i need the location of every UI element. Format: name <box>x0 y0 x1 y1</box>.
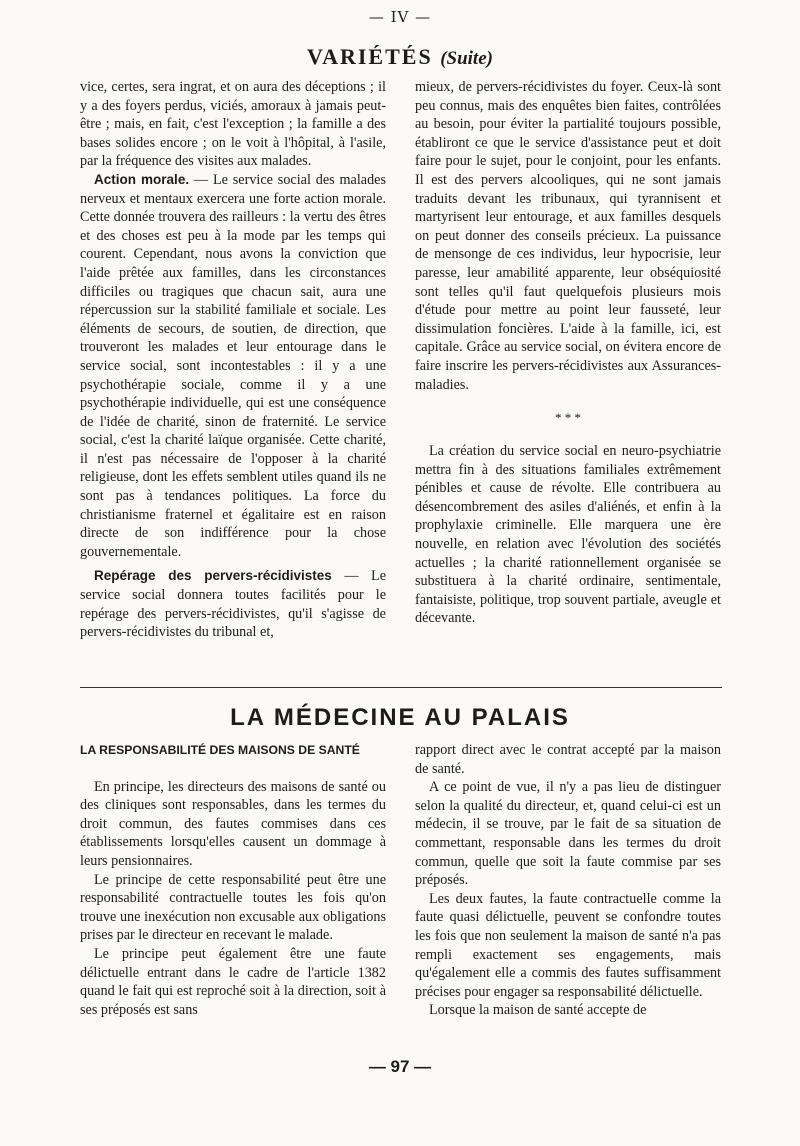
medecine-right-column <box>415 741 721 1020</box>
roman-page-number: — IV — <box>368 8 432 26</box>
section-title-text: VARIÉTÉS <box>307 44 433 69</box>
article-title: LA MÉDECINE AU PALAIS <box>230 704 570 731</box>
paragraph: En principe, les directeurs des maisons de santé ou des cliniques sont responsables, dans les termes du droit commun, des fautes commises dans ces établissements lorsqu'elles causent un dommage à leurs pensionnaires. <box>80 778 386 869</box>
paragraph: vice, certes, sera ingrat, et on aura des déceptions ; il y a des foyers perdus, viciés, amoraux à jamais peut-être ; mais, en fait, c'est l'exception ; la famille a des bases solides encore ; on le voit à l'hôpital, à l'asile, par la fréquence des visites aux malades. <box>80 79 386 170</box>
section-title-suite: (Suite) <box>440 48 493 69</box>
paragraph: mieux, de pervers-récidivistes du foyer. Ceux-là sont peu connus, mais des enquêtes bien faites, contrôlées au besoin, pour éviter la partialité toujours possible, établiront ce que le service d'assistance peut et doit faire pour le sujet, pour le conjoint, pour les enfants. Il est des pervers alcooliques, qui ne sont jamais traduits devant les tribunaux, qui tyrannisent et martyrisent leur entourage, et aux familles desquels on peut donner des conseils précieux. La puissance de mensonge de ces individus, leur hypocrisie, leur paresse, leur amabilité apparente, leur obséquiosité sont telles qu'il faut quelquefois plusieurs mois d'étude pour mettre au point leur fausseté, leur dissimulation foncières. L'aide à la famille, ici, est capitale. Grâce au service social, on évitera encore de faire inscrire les pervers-récidivistes aux Assurances-maladies. <box>415 79 721 393</box>
paragraph: A ce point de vue, il n'y a pas lieu de distinguer selon la qualité du directeur, et, quand celui-ci est un médecin, il se trouve, par le fait de sa situation de commettant, responsable dans les termes du droit commun, quelle que soit la faute commise par ses préposés. <box>415 779 721 889</box>
run-in-heading: Repérage des pervers-récidivistes <box>94 568 332 584</box>
paragraph: Le principe peut également être une faute délictuelle entrant dans le cadre de l'article 1382 quand le fait qui est reproché soit à la direction, soit à ses préposés est sans <box>80 945 386 1018</box>
article-subheading: LA RESPONSABILITÉ DES MAISONS DE SANTÉ <box>80 743 360 757</box>
varietes-right-column <box>415 78 721 628</box>
paragraph-reperage <box>80 567 386 641</box>
asterism-divider: * * * <box>555 410 581 426</box>
section-title <box>0 44 800 70</box>
section-divider <box>80 687 722 688</box>
varietes-left-column <box>80 78 386 642</box>
paragraph-text: — Le service social des malades nerveux et mentaux exercera une forte action morale. Cette donnée trouvera des railleurs : la vertu des êtres et des choses est peu à la mode par les temps qui courent. Cependant, nous avons la conviction que l'aide prêtée aux familles, dans les circonstances difficiles ou tragiques que chacun sait, aura une répercussion sur la stabilité familiale et sociale. Les éléments de secours, de soutien, de direction, que trouveront les malades et leur entourage dans le service social, sont incontestables : il y a une psychothérapie sociale, comme il y a une psychothérapie individuelle, qui est une conséquence de l'idée de charité, sinon de fraternité. Le service social, c'est la charité laïque organisée. Cette charité, il n'est pas nécessaire de l'opposer à la charité religieuse, dont les effets semblent utiles quand ils ne sont pas à tendances politiques. La force du christianisme fraternel et égalitaire est en raison directe de son indifférence pour la chose gouvernementale. <box>80 171 386 560</box>
paragraph: rapport direct avec le contrat accepté par la maison de santé. <box>415 742 721 777</box>
medecine-left-column <box>80 741 386 1019</box>
paragraph: Le principe de cette responsabilité peut être une responsabilité contractuelle toutes les fois qu'on trouve une inexécution non excusable aux obligations prises par le directeur en recevant le malade. <box>80 871 386 944</box>
run-in-heading: Action morale. <box>94 171 190 187</box>
paragraph-text: — Le service social donnera toutes facilités pour le repérage des pervers-récidivistes, qu'il s'agisse de pervers-récidivistes du tribunal et, <box>80 568 386 641</box>
paragraph: La création du service social en neuro-psychiatrie mettra fin à des situations familiales extrêmement pénibles et cause de révolte. Elle contribuera au désencombrement des asiles d'aliénés, et enfin à la prophylaxie criminelle. Elle marquera une ère nouvelle, en relation avec l'évolution des sociétés actuelles ; la charité rationnellement organisée se substituera à la charité ordinaire, sentimentale, fantaisiste, politique, trop souvent partiale, aveugle et décevante. <box>415 443 721 627</box>
paragraph-action-morale <box>80 171 386 561</box>
paragraph: Lorsque la maison de santé accepte de <box>429 1002 647 1019</box>
page-number: — 97 — <box>368 1057 432 1076</box>
paragraph: Les deux fautes, la faute contractuelle comme la faute quasi délictuelle, peuvent se confondre toutes les fois que non seulement la maison de santé n'a pas rempli exactement ses engagements, mais qu'également elle a commis des fautes suffisamment précises pour engager sa responsabilité délictuelle. <box>415 890 721 1000</box>
